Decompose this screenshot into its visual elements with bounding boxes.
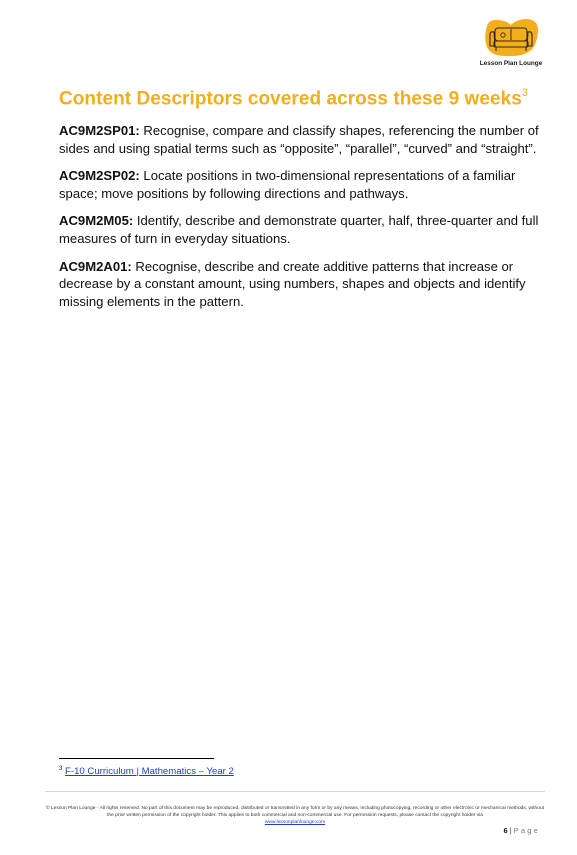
descriptor-text: Recognise, compare and classify shapes, referencing the number of sides and using spatial terms such as “opposite”, “parallel”, “curved” and “straight”.: [59, 123, 539, 156]
descriptor-item: [59, 258, 539, 311]
copyright-text: © Lesson Plan Lounge - All rights reserved. No part of this document may be reproduced, distributed or transmitted in any form or by any means, including photocopying, recording or other electronic or mechanical methods, without the prior written permission of the copyright holder. This applies to both commercial and non-commercial use. For permission requests, please contact the copyright holder via: [45, 806, 545, 818]
descriptor-text: Identify, describe and demonstrate quarter, half, three-quarter and full measures of turn in everyday situations.: [59, 213, 539, 246]
page-word: Page: [513, 826, 540, 835]
copyright-notice: [45, 805, 545, 826]
page-title-text: Content Descriptors covered across these 9 weeks: [59, 88, 522, 110]
footnote-link[interactable]: F-10 Curriculum | Mathematics – Year 2: [65, 766, 234, 778]
content-descriptors-list: [59, 122, 539, 320]
descriptor-code: AC9M2M05:: [59, 213, 134, 229]
descriptor-text: Recognise, describe and create additive patterns that increase or decrease by a constant amount, using numbers, shapes and objects and identify missing elements in the pattern.: [59, 258, 526, 309]
brand-logo: [478, 18, 544, 72]
footer-divider: [45, 791, 545, 792]
footnote: [59, 766, 234, 777]
page-number: [504, 826, 540, 835]
page-number-separator: |: [509, 826, 512, 835]
descriptor-item: [59, 167, 539, 202]
descriptor-code: AC9M2A01:: [59, 258, 132, 274]
logo-text: Lesson Plan Lounge: [479, 60, 543, 67]
descriptor-text: Locate positions in two-dimensional representations of a familiar space; move positions by following directions and pathways.: [59, 168, 516, 201]
website-link[interactable]: www.lessonplanlounge.com: [264, 820, 326, 825]
descriptor-code: AC9M2SP02:: [59, 168, 140, 184]
descriptor-item: [59, 122, 539, 157]
footnote-divider: [59, 758, 214, 759]
page-number-value: 6: [503, 826, 508, 835]
descriptor-item: [59, 212, 539, 247]
page-title: [59, 88, 528, 110]
footnote-marker: 3: [59, 766, 63, 772]
title-footnote-marker[interactable]: 3: [521, 87, 528, 99]
couch-icon: [481, 18, 541, 60]
descriptor-code: AC9M2SP01:: [59, 123, 140, 138]
